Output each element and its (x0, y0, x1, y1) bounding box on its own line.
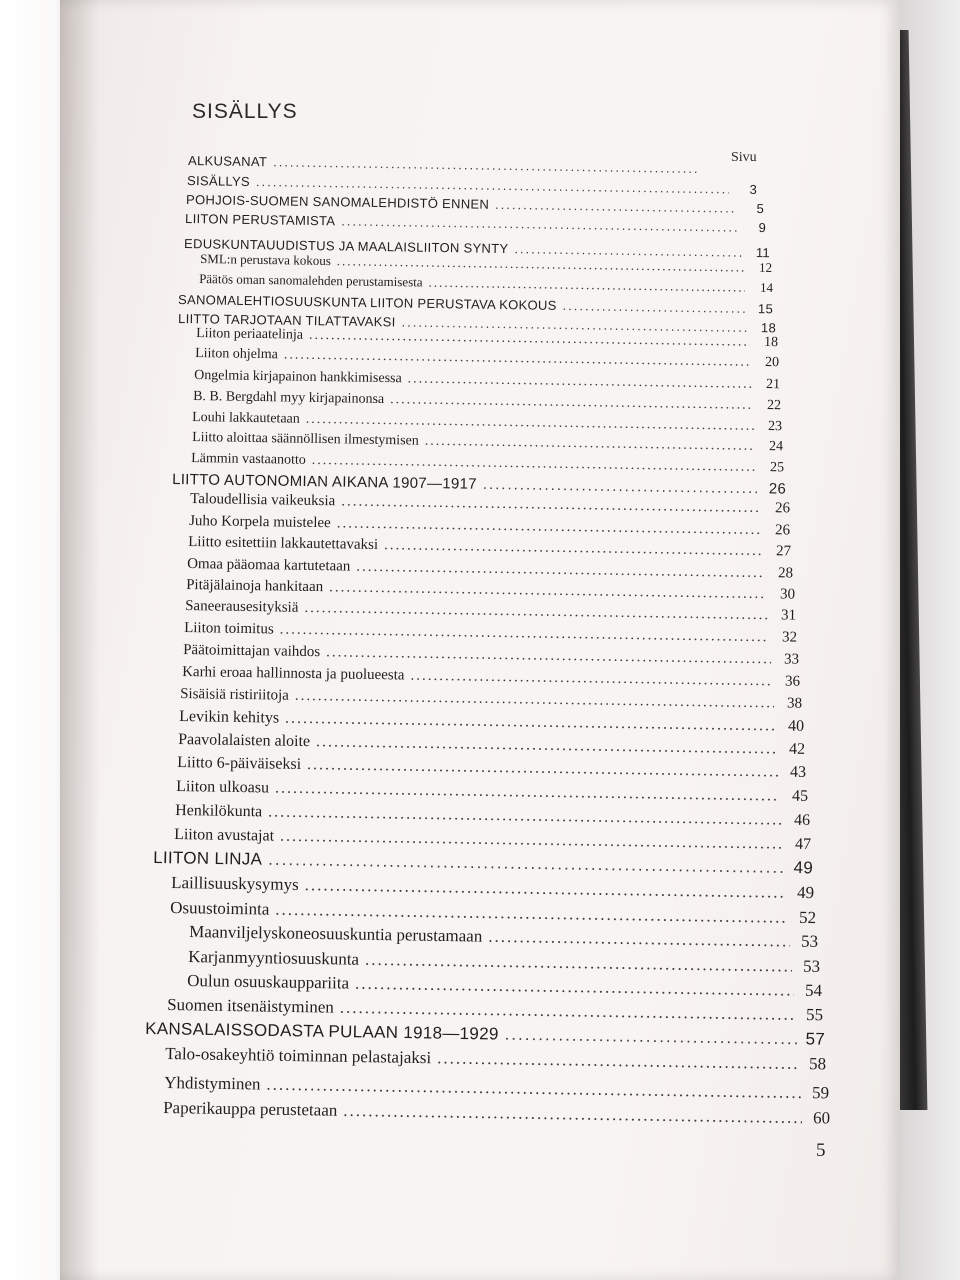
dot-leader (280, 828, 783, 854)
dot-leader (284, 347, 751, 370)
dot-leader (390, 392, 753, 414)
dot-leader (410, 668, 772, 691)
dot-leader (316, 733, 777, 758)
toc-entry-title: Paperikauppa perustetaan (163, 1098, 338, 1120)
toc-entry (177, 754, 806, 782)
dot-leader (329, 579, 767, 603)
toc-entry-title: LIITTO AUTONOMIAN AIKANA 1907—1917 (172, 471, 478, 493)
dot-leader (304, 875, 786, 903)
toc-entry-page: 9 (758, 220, 767, 236)
toc-entry-title: Laillisuuskysymys (171, 873, 299, 895)
toc-entry-page: 60 (812, 1108, 831, 1128)
toc-entry-page: 14 (759, 279, 774, 296)
toc-entry-title: LIITTO TARJOTAAN TILATTAVAKSI (178, 311, 396, 330)
toc-entry-title: SANOMALEHTIOSUUSKUNTA LIITON PERUSTAVA KOKOUS (178, 292, 557, 313)
toc-entry-title: LIITON PERUSTAMISTA (185, 211, 336, 229)
toc-entry-page: 24 (768, 439, 784, 455)
toc-entry-page: 47 (794, 835, 812, 854)
toc-entry-title: Liitto esitettiin lakkautettavaksi (188, 534, 379, 553)
toc-entry-title: Karhi eroaa hallinnosta ja puolueesta (182, 664, 405, 684)
toc-entry-title: Taloudellisia vaikeuksia (190, 491, 336, 510)
toc-entry-page: 15 (757, 301, 774, 317)
toc-entry-title: Saneerausesityksiä (185, 598, 299, 616)
toc-entry-page: 11 (755, 244, 771, 261)
toc-entry-title: Oulun osuuskauppariita (187, 971, 350, 993)
dot-leader (341, 213, 738, 234)
toc-entry-title: Louhi lakkautetaan (192, 410, 300, 427)
dot-leader (312, 453, 756, 476)
dot-leader (505, 1025, 798, 1050)
dot-leader (304, 600, 768, 624)
page-number: 5 (816, 1140, 826, 1161)
dot-leader (437, 1048, 798, 1074)
toc-entry-page: 59 (811, 1083, 830, 1103)
dot-leader (275, 780, 780, 806)
toc-entry-title: Talo-osakeyhtiö toiminnan pelastajaksi (165, 1044, 432, 1068)
toc-entry-page: 45 (791, 787, 809, 805)
dot-leader (562, 298, 745, 316)
toc-entry-page: 26 (774, 522, 791, 539)
toc-entry-title: Maanviljelyskoneosuuskuntia perustamaan (189, 922, 483, 946)
toc-entry-page: 5 (756, 200, 765, 217)
toc-entry-title: Päätös oman sanomalehden perustamisesta (199, 271, 423, 290)
dot-leader (356, 559, 765, 582)
toc-entry-title: POHJOIS-SUOMEN SANOMALEHDISTÖ ENNEN (186, 192, 490, 212)
toc-entry-title: KANSALAISSODASTA PULAAN 1918—1929 (145, 1019, 499, 1044)
toc-entry (176, 778, 808, 806)
toc-entry-page: 40 (787, 717, 805, 735)
toc-entry-title: Liiton avustajat (174, 826, 275, 845)
toc-entry-page: 53 (800, 931, 819, 951)
toc-entry-title: Paavolalaisten aloite (178, 731, 311, 751)
toc-entry-page: 18 (763, 334, 779, 351)
toc-entry-page: 46 (793, 811, 811, 829)
dot-leader (256, 174, 729, 196)
toc-entry-page: 3 (749, 181, 758, 197)
toc-entry-title: Sisäisiä ristiriitoja (180, 686, 290, 704)
toc-entry-page: 49 (793, 858, 814, 878)
toc-entry-title: Liiton ulkoasu (176, 778, 270, 797)
toc-entry-title: Levikin kehitys (179, 708, 280, 727)
toc-entry-page: 20 (764, 354, 780, 371)
toc-entry-title: Liitto aloittaa säännöllisen ilmestymisen (192, 430, 419, 449)
toc-entry-page: 23 (767, 419, 783, 435)
toc-entry-page: 32 (781, 629, 798, 646)
dot-leader (268, 850, 785, 878)
toc-entry-page: 21 (765, 376, 781, 393)
toc-entry-page: 58 (808, 1054, 827, 1074)
page-column-header: Sivu (731, 150, 757, 165)
dot-leader (285, 710, 776, 736)
toc-entry-page: 55 (805, 1005, 824, 1025)
toc-entry-page: 26 (774, 500, 791, 517)
toc-entry-title: EDUSKUNTAUUDISTUS JA MAALAISLIITON SYNTY (184, 236, 509, 257)
toc-entry-title: B. B. Bergdahl myy kirjapainonsa (193, 389, 385, 408)
toc-entry-title: Juho Korpela muistelee (189, 513, 331, 532)
toc-entry (165, 1044, 826, 1074)
toc-entry-page: 26 (768, 480, 787, 498)
toc-entry-page: 38 (786, 695, 803, 712)
toc-entry (188, 153, 728, 176)
toc-entry-title: Omaa pääomaa kartutetaan (187, 556, 351, 575)
toc-entry-title: Osuustoiminta (170, 898, 270, 919)
toc-entry-page: 53 (802, 956, 821, 976)
dot-leader (268, 803, 782, 829)
toc-entry-title: LIITON LINJA (153, 848, 263, 869)
toc-entry-page: 25 (769, 460, 785, 476)
toc-entry-page: 33 (783, 651, 800, 668)
dot-leader (384, 537, 763, 560)
dot-leader (428, 275, 745, 296)
dot-leader (365, 950, 792, 977)
toc-entry-title: Liiton toimitus (184, 620, 274, 638)
toc-entry-page: 30 (779, 586, 796, 603)
toc-entry-page: 49 (796, 882, 815, 903)
toc-entry-page: 54 (804, 980, 823, 1000)
dot-leader (307, 756, 778, 781)
dot-leader (408, 371, 753, 392)
toc-entry-title: Henkilökunta (175, 802, 263, 821)
toc-entry-page: 27 (775, 543, 792, 560)
toc-entry-title: Liitto 6-päiväiseksi (177, 754, 302, 773)
toc-entry-title: Lämmin vastaanotto (191, 451, 306, 468)
dot-leader (273, 154, 700, 176)
toc-entry-title: Liiton periaatelinja (196, 326, 304, 343)
dot-leader (425, 434, 756, 455)
toc-entry-page: 18 (760, 320, 777, 336)
toc-entry-title: Yhdistyminen (164, 1073, 261, 1094)
toc-entry-page: 52 (798, 907, 817, 928)
toc-entry (175, 802, 810, 830)
dot-leader (280, 622, 770, 647)
dot-leader (495, 197, 736, 216)
toc-entry-page: 28 (777, 565, 794, 582)
dot-leader (483, 476, 758, 497)
dot-leader (488, 927, 790, 952)
toc-entry-page: 22 (766, 398, 782, 414)
toc-entry-title: Ongelmia kirjapainon hankkimisessa (194, 368, 402, 387)
dot-leader (343, 1101, 802, 1128)
toc-entry-page: 57 (805, 1029, 826, 1049)
toc-entry-title: SML:n perustava kokous (200, 251, 331, 269)
dot-leader (326, 644, 771, 668)
toc-entry-page: 12 (758, 259, 773, 275)
toc-entry-page: 36 (784, 673, 801, 690)
dot-leader (340, 998, 796, 1025)
dot-leader (306, 412, 755, 435)
toc-entry-title: Päätoimittajan vaihdos (183, 642, 321, 661)
toc-entry-title: Liiton ohjelma (195, 346, 279, 363)
dot-leader (266, 1075, 801, 1103)
dot-leader (355, 974, 794, 1001)
toc-entry-page: 42 (788, 740, 806, 758)
toc-entry-title: Karjanmyyntiosuuskunta (188, 947, 360, 969)
page-title: SISÄLLYS (192, 100, 298, 123)
dot-leader (341, 493, 762, 517)
toc-entry-page: 31 (780, 607, 797, 624)
toc-entry-title: Pitäjälainoja hankitaan (186, 577, 324, 596)
toc-entry-title: Suomen itsenäistyminen (167, 995, 334, 1017)
toc-entry (199, 271, 773, 296)
toc-entry-title: ALKUSANAT (188, 153, 268, 170)
toc-entry (163, 1098, 830, 1128)
dot-leader (275, 900, 788, 928)
toc-entry-title: SISÄLLYS (187, 173, 251, 189)
toc-entry-page: 43 (789, 763, 807, 781)
dot-leader (295, 688, 774, 713)
dot-leader (337, 515, 763, 539)
